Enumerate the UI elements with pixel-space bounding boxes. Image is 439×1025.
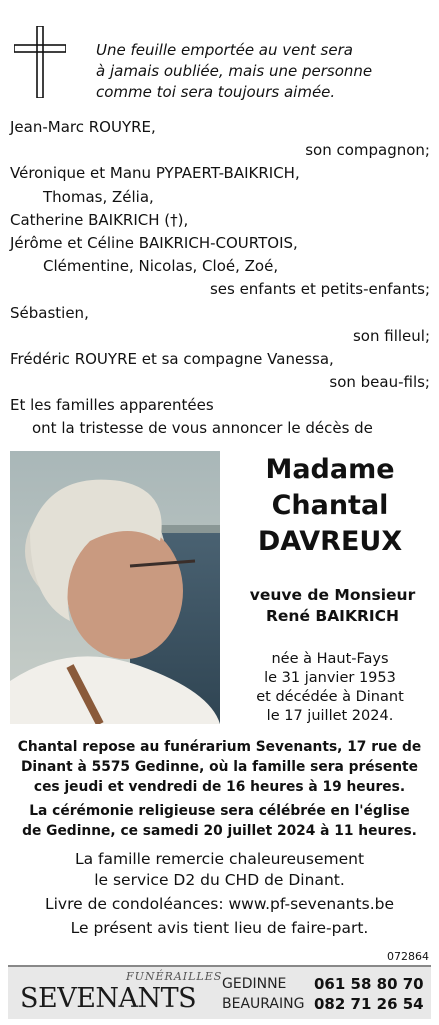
deceased-name (245, 452, 415, 560)
note-line: le service D2 du CHD de Dinant. (94, 871, 345, 889)
family-line: Jérôme et Céline BAIKRICH-COURTOIS, (10, 233, 298, 252)
family-line: Clémentine, Nicolas, Cloé, Zoé, (43, 257, 279, 276)
family-line: Véronique et Manu PYPAERT-BAIKRICH, (10, 164, 300, 183)
poem-quote (96, 40, 372, 103)
bio-line: le 17 juillet 2024. (266, 708, 394, 724)
name-line: Madame (265, 454, 395, 485)
note-line: Livre de condoléances: www.pf-sevenants.be (44, 895, 394, 913)
detail-line: de Gedinne, ce samedi 20 juillet 2024 à 11 heures. (22, 823, 417, 839)
funeral-home-footer (8, 965, 431, 1019)
family-relation: son filleul; (352, 326, 430, 345)
quote-line: comme toi sera toujours aimée. (96, 83, 336, 101)
family-relation: son beau-fils; (329, 373, 430, 392)
quote-line: à jamais oubliée, mais une personne (96, 62, 373, 80)
announcement-line: ont la tristesse de vous annoncer le décès de (32, 419, 373, 438)
family-line: Et les familles apparentées (10, 396, 214, 415)
note-line: Le présent avis tient lieu de faire-part. (70, 919, 369, 937)
logo-wordmark: SEVENANTS (20, 983, 197, 1014)
name-line: Chantal (271, 490, 389, 521)
bio-line: le 31 janvier 1953 (264, 670, 396, 686)
note-line: La famille remercie chaleureusement (74, 850, 365, 868)
family-line: Thomas, Zélia, (43, 187, 154, 206)
widow-line: veuve de Monsieur (249, 586, 416, 604)
funeral-details (8, 737, 431, 841)
town-name: GEDINNE (222, 976, 287, 992)
family-relation: ses enfants et petits-enfants; (209, 280, 430, 299)
family-relation: son compagnon; (305, 141, 430, 160)
family-list (10, 116, 430, 441)
family-line: Sébastien, (10, 303, 89, 322)
bio-line: née à Haut-Fays (271, 651, 389, 667)
closing-notes (8, 849, 431, 939)
family-line: Jean-Marc ROUYRE, (10, 118, 156, 136)
birth-death-info (230, 650, 430, 726)
reference-code: 072864 (387, 950, 429, 963)
detail-line: ces jeudi et vendredi de 16 heures à 19 heures. (33, 779, 406, 795)
town-name: BEAURAING (222, 996, 305, 1012)
cross-icon (14, 26, 66, 98)
logo-subtitle: FUNÉRAILLES (126, 970, 223, 983)
bio-line: et décédée à Dinant (256, 689, 404, 705)
detail-line: Dinant à 5575 Gedinne, où la famille sera présente (20, 759, 419, 775)
phone-number: 061 58 80 70 (314, 975, 424, 993)
name-line: DAVREUX (257, 526, 403, 557)
portrait-photo (10, 451, 220, 724)
family-line: Frédéric ROUYRE et sa compagne Vanessa, (10, 349, 334, 368)
detail-line: Chantal repose au funérarium Sevenants, 17 rue de (17, 739, 422, 755)
quote-line: Une feuille emportée au vent sera (96, 41, 353, 59)
widow-info (235, 585, 430, 627)
detail-line: La cérémonie religieuse sera célébrée en l'église (29, 803, 410, 819)
family-line: Catherine BAIKRICH (†), (10, 210, 189, 229)
widow-line: René BAIKRICH (265, 607, 400, 625)
phone-number: 082 71 26 54 (314, 995, 424, 1013)
